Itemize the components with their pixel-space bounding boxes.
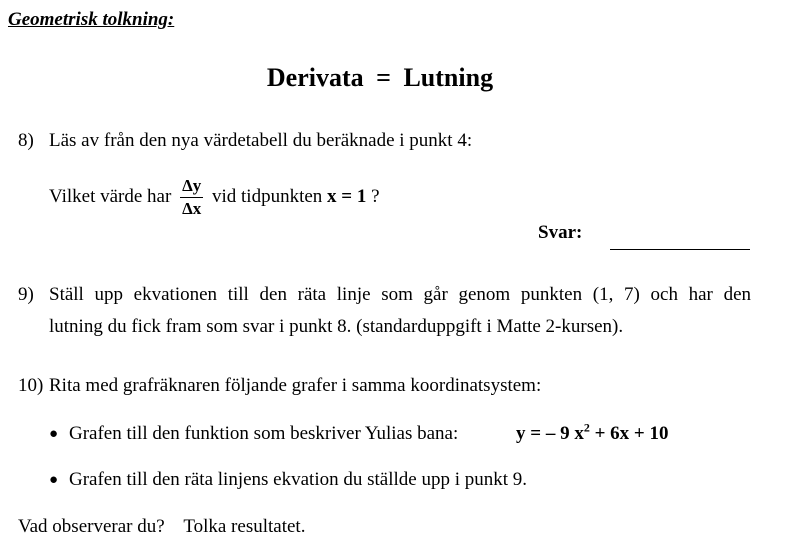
answer-label: Svar: [538,222,583,243]
formula-exponent: 2 [583,420,590,435]
formula-part-a: y = – 9 x [516,423,584,444]
fraction-denominator: Δx [182,199,202,218]
q8-line2 [49,175,380,220]
bullet-dot-1: ● [49,426,59,442]
q8-text: Läs av från den nya värdetabell du beräknade i punkt 4: [49,130,473,151]
closing-text: Vad observerar du? Tolka resultatet. [18,516,306,537]
q10-text: Rita med grafräknaren följande grafer i samma koordinatsystem: [49,375,542,396]
q8-line2-post: ? [371,185,380,207]
formula-part-b: + 6x + 10 [589,423,669,444]
q8-line2-pre: Vilket värde har [49,185,172,207]
bullet-dot-2: ● [49,472,59,488]
q8-line2-bold: x = 1 [327,185,367,207]
section-heading: Geometrisk tolkning: [8,9,175,30]
fraction-numerator: Δy [180,175,203,198]
bullet2-text: Grafen till den räta linjens ekvation du ställde upp i punkt 9. [69,469,528,490]
q8-line2-mid: vid tidpunkten [211,185,323,207]
q9-line1: Ställ upp ekvationen till den räta linje som går genom punkten (1, 7) och har den [49,284,751,305]
delta-fraction [180,175,203,220]
bullet1-text: Grafen till den funktion som beskriver Yulias bana: [69,423,459,444]
q8-number: 8) [18,130,34,151]
q9-line2: lutning du fick fram som svar i punkt 8. (standarduppgift i Matte 2-kursen). [49,316,624,337]
page-title: Derivata = Lutning [266,63,494,92]
q9-number: 9) [18,284,34,305]
formula [516,420,669,445]
answer-line [610,249,750,250]
q10-number: 10) [18,375,44,396]
